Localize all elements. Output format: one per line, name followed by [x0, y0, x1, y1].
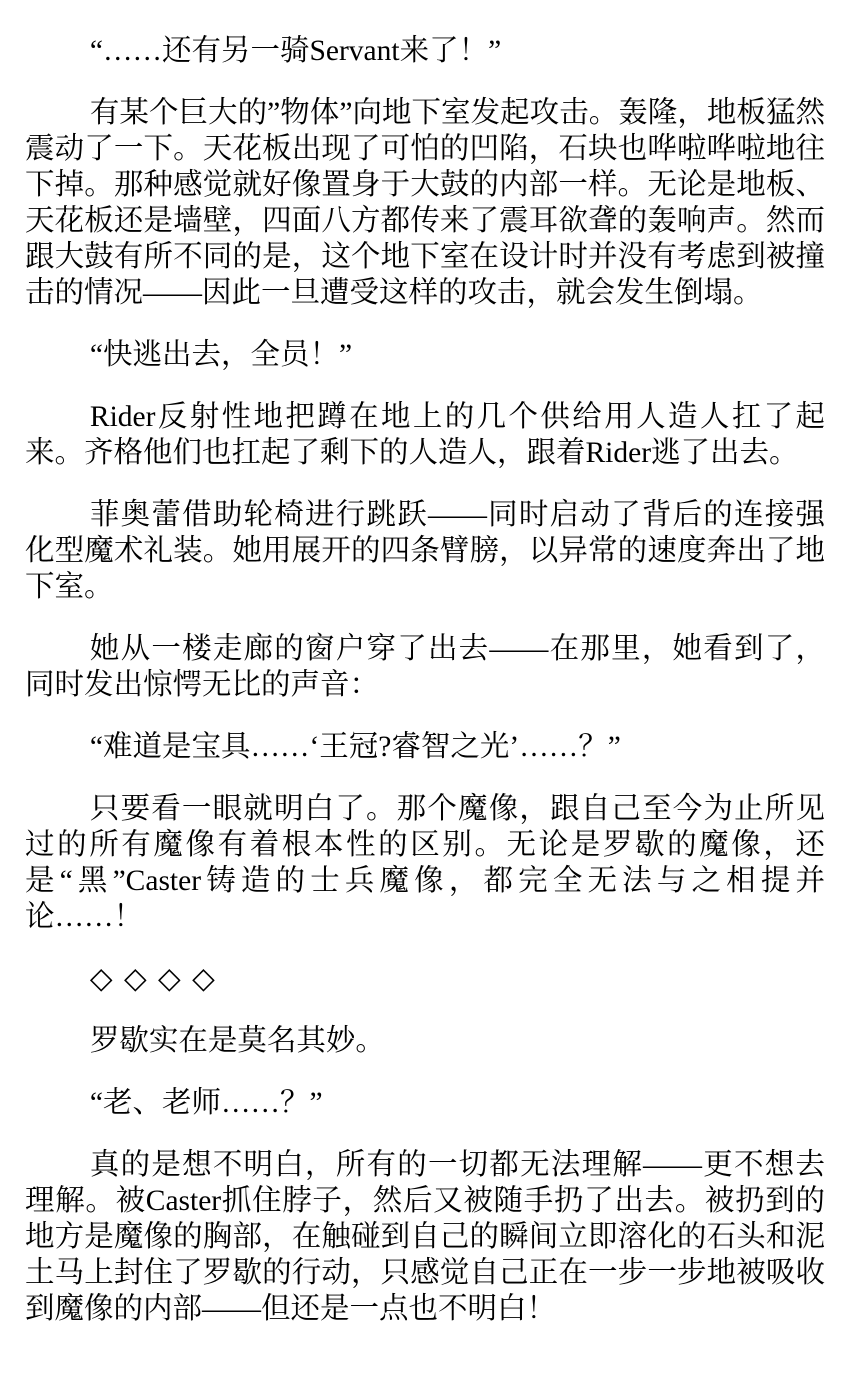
paragraph: 罗歇实在是莫名其妙。 [89, 1025, 385, 1057]
paragraph: 菲奥蕾借助轮椅进行跳跃——同时启动了背后的连接强化型魔术礼装。她用展开的四条臂膀，以异常的速度奔出了地下室。 [25, 499, 825, 603]
paragraph: “快逃出去，全员！” [89, 339, 353, 371]
paragraph: 真的是想不明白，所有的一切都无法理解——更不想去理解。被Caster抓住脖子，然后又被随手扔了出去。被扔到的地方是魔像的胸部，在触碰到自己的瞬间立即溶化的石头和泥土马上封住了罗歇的行动，只感觉自己正在一步一步地被吸收到魔像的内部——但还是一点也不明白！ [25, 1149, 825, 1325]
paragraph: 她从一楼走廊的窗户穿了出去——在那里，她看到了，同时发出惊愕无比的声音： [25, 633, 825, 701]
page-text [25, 33, 825, 1327]
paragraph: Rider反射性地把蹲在地上的几个供给用人造人扛了起来。齐格他们也扛起了剩下的人造人，跟着Rider逃了出去。 [25, 401, 825, 469]
paragraph: “老、老师……？” [89, 1087, 323, 1119]
scene-separator: ◇ ◇ ◇ ◇ [89, 963, 217, 995]
paragraph: 只要看一眼就明白了。那个魔像，跟自己至今为止所见过的所有魔像有着根本性的区别。无论是罗歇的魔像，还是“黑”Caster铸造的士兵魔像，都完全无法与之相提并论……！ [25, 793, 825, 933]
paragraph: “……还有另一骑Servant来了！” [89, 35, 502, 67]
paragraph: “难道是宝具……‘王冠?睿智之光’……？” [89, 731, 621, 763]
paragraph: 有某个巨大的”物体”向地下室发起攻击。轰隆，地板猛然震动了一下。天花板出现了可怕的凹陷，石块也哗啦哗啦地往下掉。那种感觉就好像置身于大鼓的内部一样。无论是地板、天花板还是墙壁，四面八方都传来了震耳欲聋的轰响声。然而跟大鼓有所不同的是，这个地下室在设计时并没有考虑到被撞击的情况——因此一旦遭受这样的攻击，就会发生倒塌。 [25, 97, 825, 309]
